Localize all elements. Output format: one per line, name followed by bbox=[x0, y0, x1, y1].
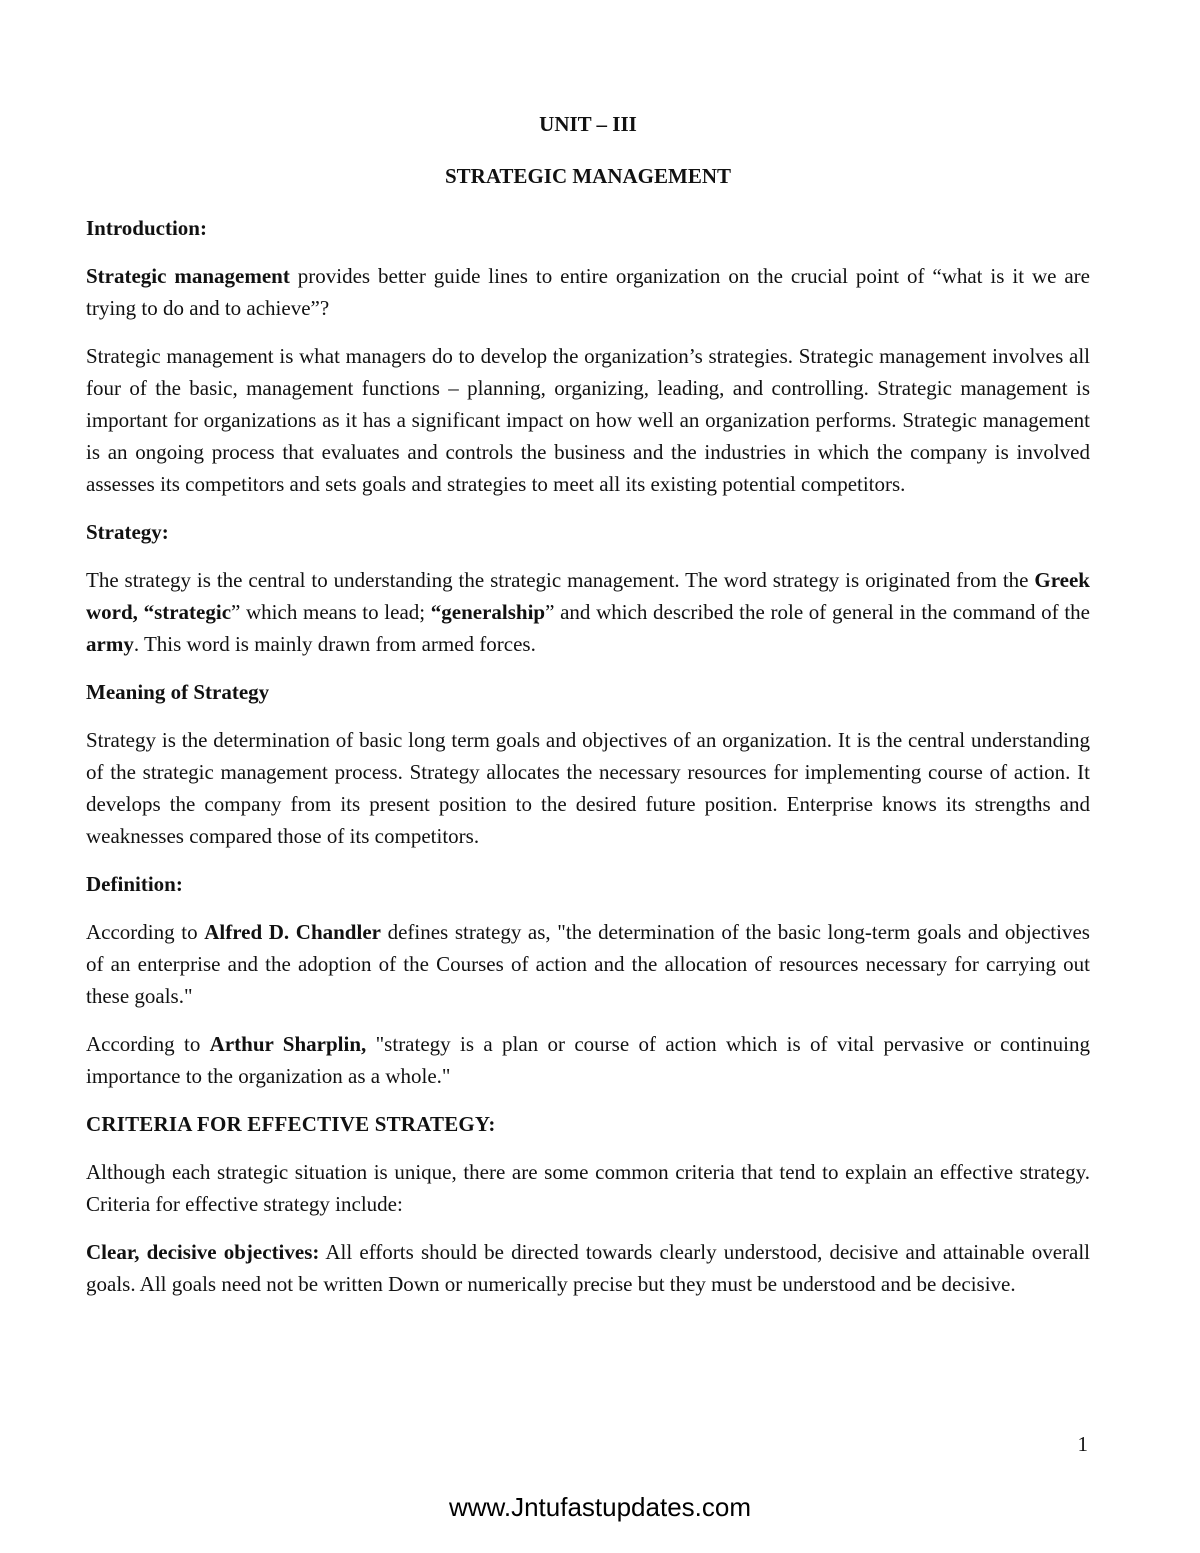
strategy-paragraph bbox=[86, 564, 1090, 660]
strategy-text-2: ” which means to lead; bbox=[231, 600, 431, 624]
criteria-item-text: All efforts should be directed towards clearly understood, decisive and attainable overall goals. All goals need not be written Down or numerically precise but they must be understood and be decisive. bbox=[86, 1240, 1090, 1296]
introduction-paragraph-2: Strategic management is what managers do to develop the organization’s strategies. Strategic management involves all four of the basic, management functions – planning, organizing, leading, and controlling. Strategic management is important for organizations as it has a significant impact on how well an organization performs. Strategic management is an ongoing process that evaluates and controls the business and the industries in which the company is involved assesses its competitors and sets goals and strategies to meet all its existing potential competitors. bbox=[86, 344, 1090, 496]
criteria-item-clear-objectives bbox=[86, 1236, 1090, 1300]
term-greek-word: Greek word, “strategic bbox=[86, 568, 1090, 624]
introduction-paragraph-1 bbox=[86, 260, 1090, 324]
term-strategic-management: Strategic management bbox=[86, 264, 290, 288]
introduction-paragraph-1-text: provides better guide lines to entire organization on the crucial point of “what is it we are trying to do and to achieve”? bbox=[86, 264, 1090, 320]
criteria-item-title: Clear, decisive objectives: bbox=[86, 1240, 320, 1264]
term-generalship: “generalship bbox=[430, 600, 546, 624]
definition-heading: Definition: bbox=[86, 872, 183, 896]
definition-chandler bbox=[86, 916, 1090, 1012]
document-body bbox=[86, 108, 1090, 1316]
introduction-heading: Introduction: bbox=[86, 216, 207, 240]
strategy-text-4: . This word is mainly drawn from armed forces. bbox=[133, 632, 536, 656]
strategy-text-3: ” and which described the role of general in the command of the bbox=[545, 600, 1090, 624]
page-number: 1 bbox=[1077, 1432, 1088, 1456]
criteria-intro: Although each strategic situation is unique, there are some common criteria that tend to explain an effective strategy. Criteria for effective strategy include: bbox=[86, 1160, 1090, 1216]
author-chandler: Alfred D. Chandler bbox=[204, 920, 381, 944]
page-title: STRATEGIC MANAGEMENT bbox=[444, 164, 732, 188]
criteria-heading: CRITERIA FOR EFFECTIVE STRATEGY: bbox=[86, 1112, 496, 1136]
definition-chandler-prefix: According to bbox=[86, 920, 205, 944]
strategy-text-1: The strategy is the central to understanding the strategic management. The word strategy is originated from the bbox=[86, 568, 1035, 592]
strategy-heading: Strategy: bbox=[86, 520, 169, 544]
definition-sharplin bbox=[86, 1028, 1090, 1092]
definition-sharplin-prefix: According to bbox=[86, 1032, 210, 1056]
footer-url[interactable]: www.Jntufastupdates.com bbox=[448, 1492, 752, 1522]
meaning-paragraph: Strategy is the determination of basic long term goals and objectives of an organization. It is the central understanding of the strategic management process. Strategy allocates the necessary resources for implementing course of action. It develops the company from its present position to the desired future position. Enterprise knows its strengths and weaknesses compared those of its competitors. bbox=[86, 728, 1090, 848]
author-sharplin: Arthur Sharplin, bbox=[209, 1032, 367, 1056]
definition-chandler-text: defines strategy as, "the determination of the basic long-term goals and objectives of an enterprise and the adoption of the Courses of action and the allocation of resources necessary for carrying out these goals." bbox=[86, 920, 1090, 1008]
definition-sharplin-text: "strategy is a plan or course of action which is of vital pervasive or continuing importance to the organization as a whole." bbox=[86, 1032, 1090, 1088]
meaning-heading: Meaning of Strategy bbox=[86, 680, 270, 704]
term-army: army bbox=[86, 632, 134, 656]
unit-label: UNIT – III bbox=[539, 112, 637, 136]
